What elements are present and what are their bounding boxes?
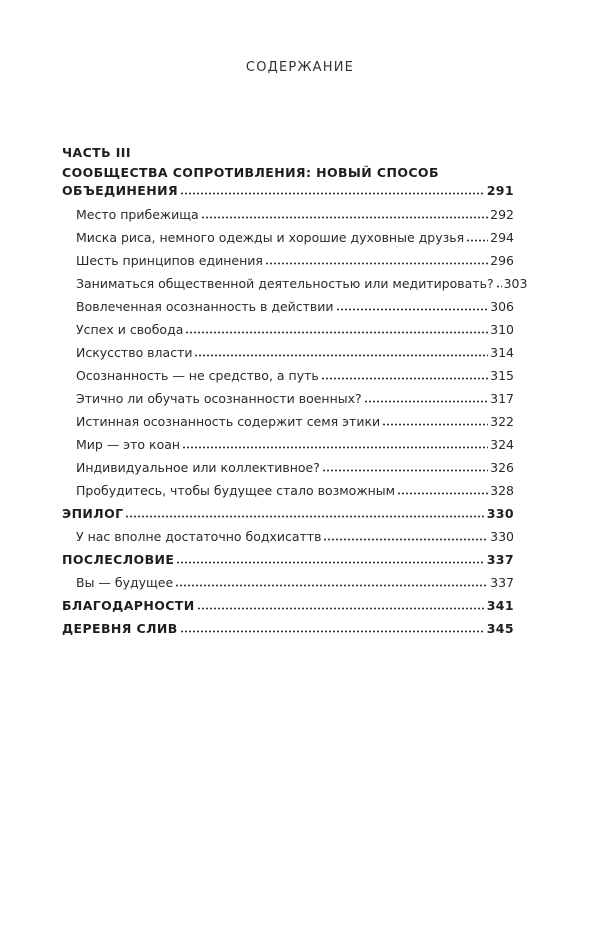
toc-entry-title: Этично ли обучать осознанности военных? bbox=[76, 391, 362, 406]
part-title-line1: СООБЩЕСТВА СОПРОТИВЛЕНИЯ: НОВЫЙ СПОСОБ bbox=[62, 165, 439, 180]
toc-entry-title: Место прибежища bbox=[76, 207, 199, 222]
toc-page-number: 345 bbox=[486, 621, 514, 636]
toc-entry-title: Вы — будущее bbox=[76, 575, 174, 590]
dot-leader bbox=[175, 575, 488, 587]
toc-entry-title: Мир — это коан bbox=[76, 437, 181, 452]
dot-leader bbox=[180, 621, 485, 633]
dot-leader bbox=[322, 460, 488, 472]
dot-leader bbox=[201, 207, 488, 219]
toc-entry bbox=[62, 437, 514, 460]
toc-entry-title: Осознанность — не средство, а путь bbox=[76, 368, 319, 383]
toc-entry bbox=[62, 299, 514, 322]
toc-entry-title: Вовлеченная осознанность в действии bbox=[76, 299, 334, 314]
toc-entry-title: ОБЪЕДИНЕНИЯ bbox=[62, 183, 178, 198]
toc-entry bbox=[62, 460, 514, 483]
toc-entry bbox=[62, 253, 514, 276]
toc-page-number: 292 bbox=[490, 207, 514, 222]
dot-leader bbox=[185, 322, 488, 334]
toc-entry bbox=[62, 575, 514, 598]
toc-entry bbox=[62, 230, 514, 253]
toc-page-number: 324 bbox=[490, 437, 514, 452]
dot-leader bbox=[197, 598, 485, 610]
toc-page-number: 306 bbox=[490, 299, 514, 314]
toc-page-number: 314 bbox=[490, 345, 514, 360]
toc-entry-title: ПОСЛЕСЛОВИЕ bbox=[62, 552, 175, 567]
dot-leader bbox=[496, 276, 502, 288]
toc-entry-title: ЭПИЛОГ bbox=[62, 506, 124, 521]
dot-leader bbox=[125, 506, 484, 518]
toc-page-number: 330 bbox=[486, 506, 514, 521]
toc-page-number: 296 bbox=[490, 253, 514, 268]
toc-page-number: 291 bbox=[486, 183, 514, 198]
toc-page-number: 337 bbox=[490, 575, 514, 590]
dot-leader bbox=[364, 391, 488, 403]
toc-page-number: 322 bbox=[490, 414, 514, 429]
toc-entry bbox=[62, 368, 514, 391]
toc-page-number: 341 bbox=[486, 598, 514, 613]
toc-entry-title: ДЕРЕВНЯ СЛИВ bbox=[62, 621, 178, 636]
toc-entry bbox=[62, 391, 514, 414]
toc-entry-part-title bbox=[62, 183, 514, 205]
table-of-contents bbox=[62, 143, 528, 644]
toc-entry-title: Искусство власти bbox=[76, 345, 193, 360]
toc-page-number: 317 bbox=[490, 391, 514, 406]
toc-entry bbox=[62, 207, 514, 230]
dot-leader bbox=[321, 368, 488, 380]
toc-entry-title: У нас вполне достаточно бодхисаттв bbox=[76, 529, 322, 544]
toc-entry bbox=[62, 345, 514, 368]
toc-page-number: 315 bbox=[490, 368, 514, 383]
toc-entry-acknowledgements bbox=[62, 598, 514, 621]
toc-entry-title: Успех и свобода bbox=[76, 322, 184, 337]
toc-page-number: 337 bbox=[486, 552, 514, 567]
toc-page-number: 294 bbox=[490, 230, 514, 245]
toc-page-number: 303 bbox=[503, 276, 528, 291]
toc-entry bbox=[62, 276, 528, 299]
dot-leader bbox=[382, 414, 488, 426]
part-label: ЧАСТЬ III bbox=[62, 145, 131, 160]
toc-entry bbox=[62, 414, 514, 437]
dot-leader bbox=[176, 552, 484, 564]
dot-leader bbox=[182, 437, 488, 449]
toc-entry-title: Индивидуальное или коллективное? bbox=[76, 460, 320, 475]
toc-entry-title: Заниматься общественной деятельностью или медитировать? bbox=[76, 276, 494, 291]
dot-leader bbox=[194, 345, 488, 357]
toc-page-number: 330 bbox=[490, 529, 514, 544]
dot-leader bbox=[336, 299, 489, 311]
toc-entry-title: Шесть принципов единения bbox=[76, 253, 263, 268]
toc-entry-epilogue bbox=[62, 506, 514, 529]
dot-leader bbox=[323, 529, 488, 541]
toc-entry-title: Пробудитесь, чтобы будущее стало возможным bbox=[76, 483, 396, 498]
toc-entry-title: БЛАГОДАРНОСТИ bbox=[62, 598, 195, 613]
toc-entry bbox=[62, 322, 514, 345]
toc-entry-title: Истинная осознанность содержит семя этики bbox=[76, 414, 381, 429]
toc-page-number: 326 bbox=[490, 460, 514, 475]
dot-leader bbox=[466, 230, 488, 242]
toc-entry-afterword bbox=[62, 552, 514, 575]
toc-page-number: 328 bbox=[490, 483, 514, 498]
toc-entry-plum-village bbox=[62, 621, 514, 644]
dot-leader bbox=[180, 183, 485, 195]
toc-entry-title: Миска риса, немного одежды и хорошие духовные друзья bbox=[76, 230, 465, 245]
page-header: СОДЕРЖАНИЕ bbox=[245, 60, 355, 75]
toc-page-number: 310 bbox=[490, 322, 514, 337]
toc-entry bbox=[62, 483, 514, 506]
dot-leader bbox=[397, 483, 488, 495]
toc-entry bbox=[62, 529, 514, 552]
dot-leader bbox=[265, 253, 488, 265]
